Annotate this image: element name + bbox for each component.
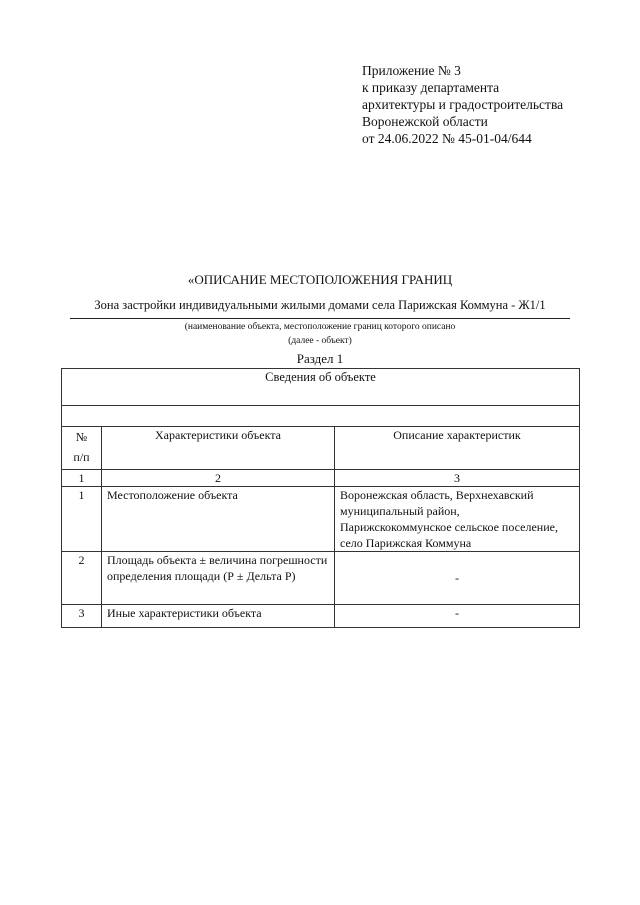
row-number: 1 — [62, 487, 102, 552]
annex-header — [362, 62, 563, 147]
row-description: - — [335, 605, 580, 628]
table-row — [62, 605, 580, 628]
index-cell: 1 — [62, 470, 102, 487]
header-num-sign: № — [75, 430, 88, 444]
object-name: Зона застройки индивидуальными жилыми домами села Парижская Коммуна - Ж1/1 — [94, 298, 546, 312]
row-characteristic: Местоположение объекта — [102, 487, 335, 552]
table-header-row — [62, 427, 580, 470]
annex-line: от 24.06.2022 № 45-01-04/644 — [362, 131, 532, 146]
table-row — [62, 552, 580, 605]
row-number: 2 — [62, 552, 102, 605]
underline-divider — [70, 318, 570, 319]
row-characteristic: Площадь объекта ± величина погрешности определения площади (Р ± Дельта Р) — [102, 552, 335, 605]
table-index-row — [62, 470, 580, 487]
row-description: Воронежская область, Верхнехавский муниципальный район, Парижскокоммунское сельское поселение, село Парижская Коммуна — [335, 487, 580, 552]
index-cell: 3 — [335, 470, 580, 487]
annex-line: к приказу департамента — [362, 80, 500, 95]
table-blank-row — [62, 406, 580, 427]
table-blank-cell — [62, 406, 580, 427]
header-num — [62, 427, 102, 470]
annex-line: Воронежской области — [362, 114, 488, 129]
annex-line: архитектуры и градостроительства — [362, 97, 564, 112]
header-description: Описание характеристик — [335, 427, 580, 470]
row-characteristic: Иные характеристики объекта — [102, 605, 335, 628]
object-info-table — [61, 368, 580, 628]
table-title: Сведения об объекте — [62, 369, 580, 406]
header-num-abbr: п/п — [73, 450, 90, 464]
object-name-note: (далее - объект) — [288, 336, 352, 346]
row-number: 3 — [62, 605, 102, 628]
row-description: - — [335, 552, 580, 605]
object-name-note: (наименование объекта, местоположение границ которого описано — [184, 322, 456, 332]
annex-line: Приложение № 3 — [362, 63, 461, 78]
header-characteristics: Характеристики объекта — [102, 427, 335, 470]
table-title-row — [62, 369, 580, 406]
document-title: «ОПИСАНИЕ МЕСТОПОЛОЖЕНИЯ ГРАНИЦ — [187, 272, 453, 287]
section-label: Раздел 1 — [296, 351, 344, 366]
index-cell: 2 — [102, 470, 335, 487]
table-row — [62, 487, 580, 552]
